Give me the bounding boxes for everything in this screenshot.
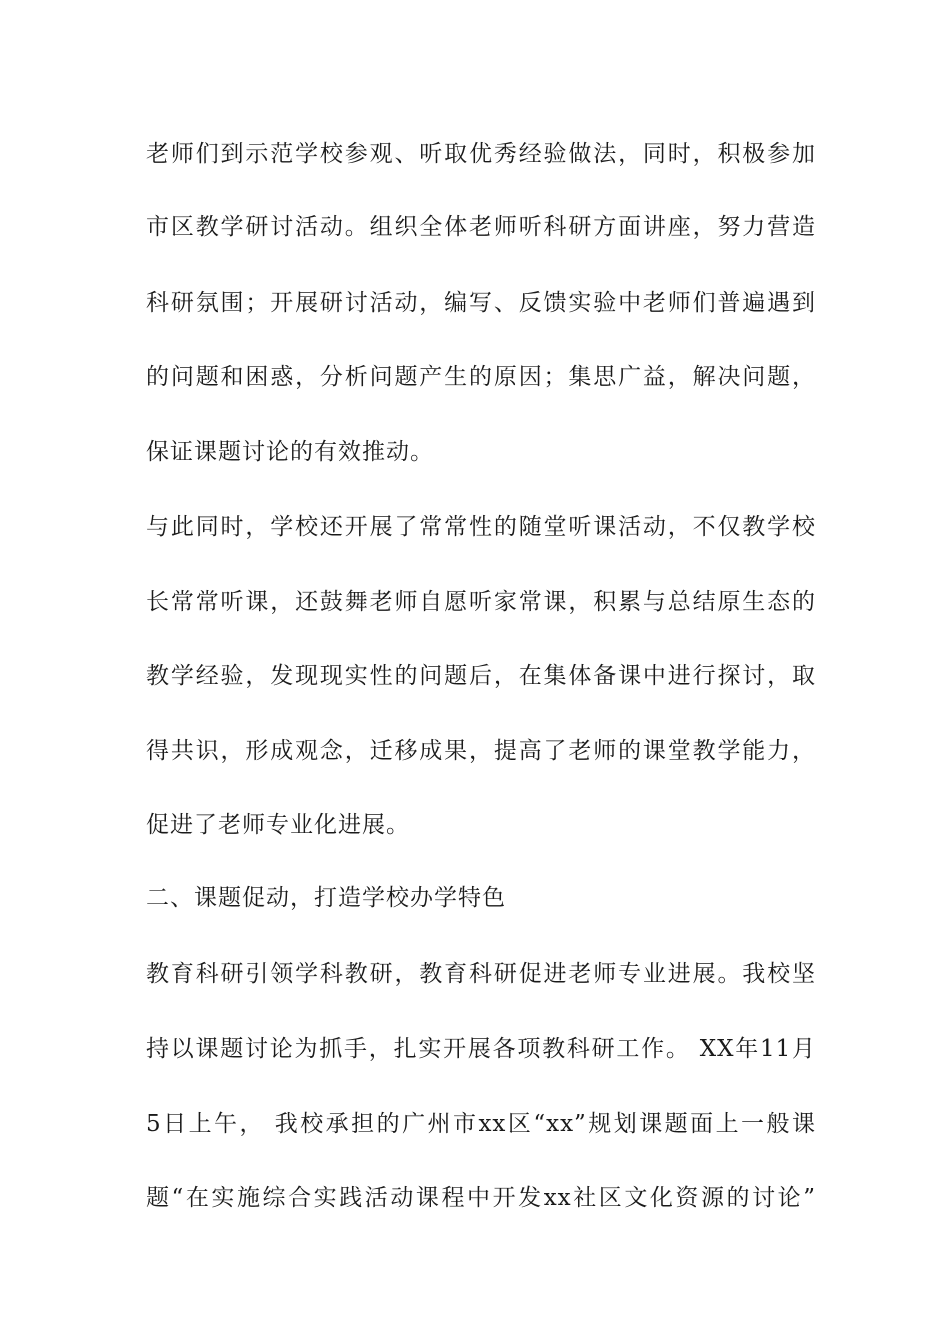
paragraph-line: 市区教学研讨活动。组织全体老师听科研方面讲座，努力营造 (146, 214, 816, 240)
paragraph-line: 5日上午， 我校承担的广州市xx区“xx”规划课题面上一般课 (146, 1111, 816, 1137)
paragraph-line: 持以课题讨论为抓手，扎实开展各项教科研工作。 XX年11月 (146, 1036, 816, 1062)
paragraph-line: 促进了老师专业化进展。 (146, 812, 410, 838)
paragraph-line: 与此同时，学校还开展了常常性的随堂听课活动，不仅教学校 (146, 514, 816, 540)
paragraph-line: 得共识，形成观念，迁移成果，提高了老师的课堂教学能力， (146, 738, 816, 764)
paragraph-line: 保证课题讨论的有效推动。 (146, 439, 434, 465)
paragraph-line: 的问题和困惑，分析问题产生的原因；集思广益，解决问题， (146, 364, 816, 390)
paragraph-line: 老师们到示范学校参观、听取优秀经验做法，同时，积极参加 (146, 141, 816, 167)
section-heading: 二、课题促动，打造学校办学特色 (146, 885, 506, 911)
paragraph-line: 教学经验，发现现实性的问题后，在集体备课中进行探讨，取 (146, 663, 816, 689)
paragraph-line: 长常常听课，还鼓舞老师自愿听家常课，积累与总结原生态的 (146, 589, 816, 615)
paragraph-line: 科研氛围；开展研讨活动，编写、反馈实验中老师们普遍遇到 (146, 290, 816, 316)
paragraph-line: 题“在实施综合实践活动课程中开发xx社区文化资源的讨论” (146, 1185, 816, 1211)
paragraph-line: 教育科研引领学科教研，教育科研促进老师专业进展。我校坚 (146, 961, 816, 987)
